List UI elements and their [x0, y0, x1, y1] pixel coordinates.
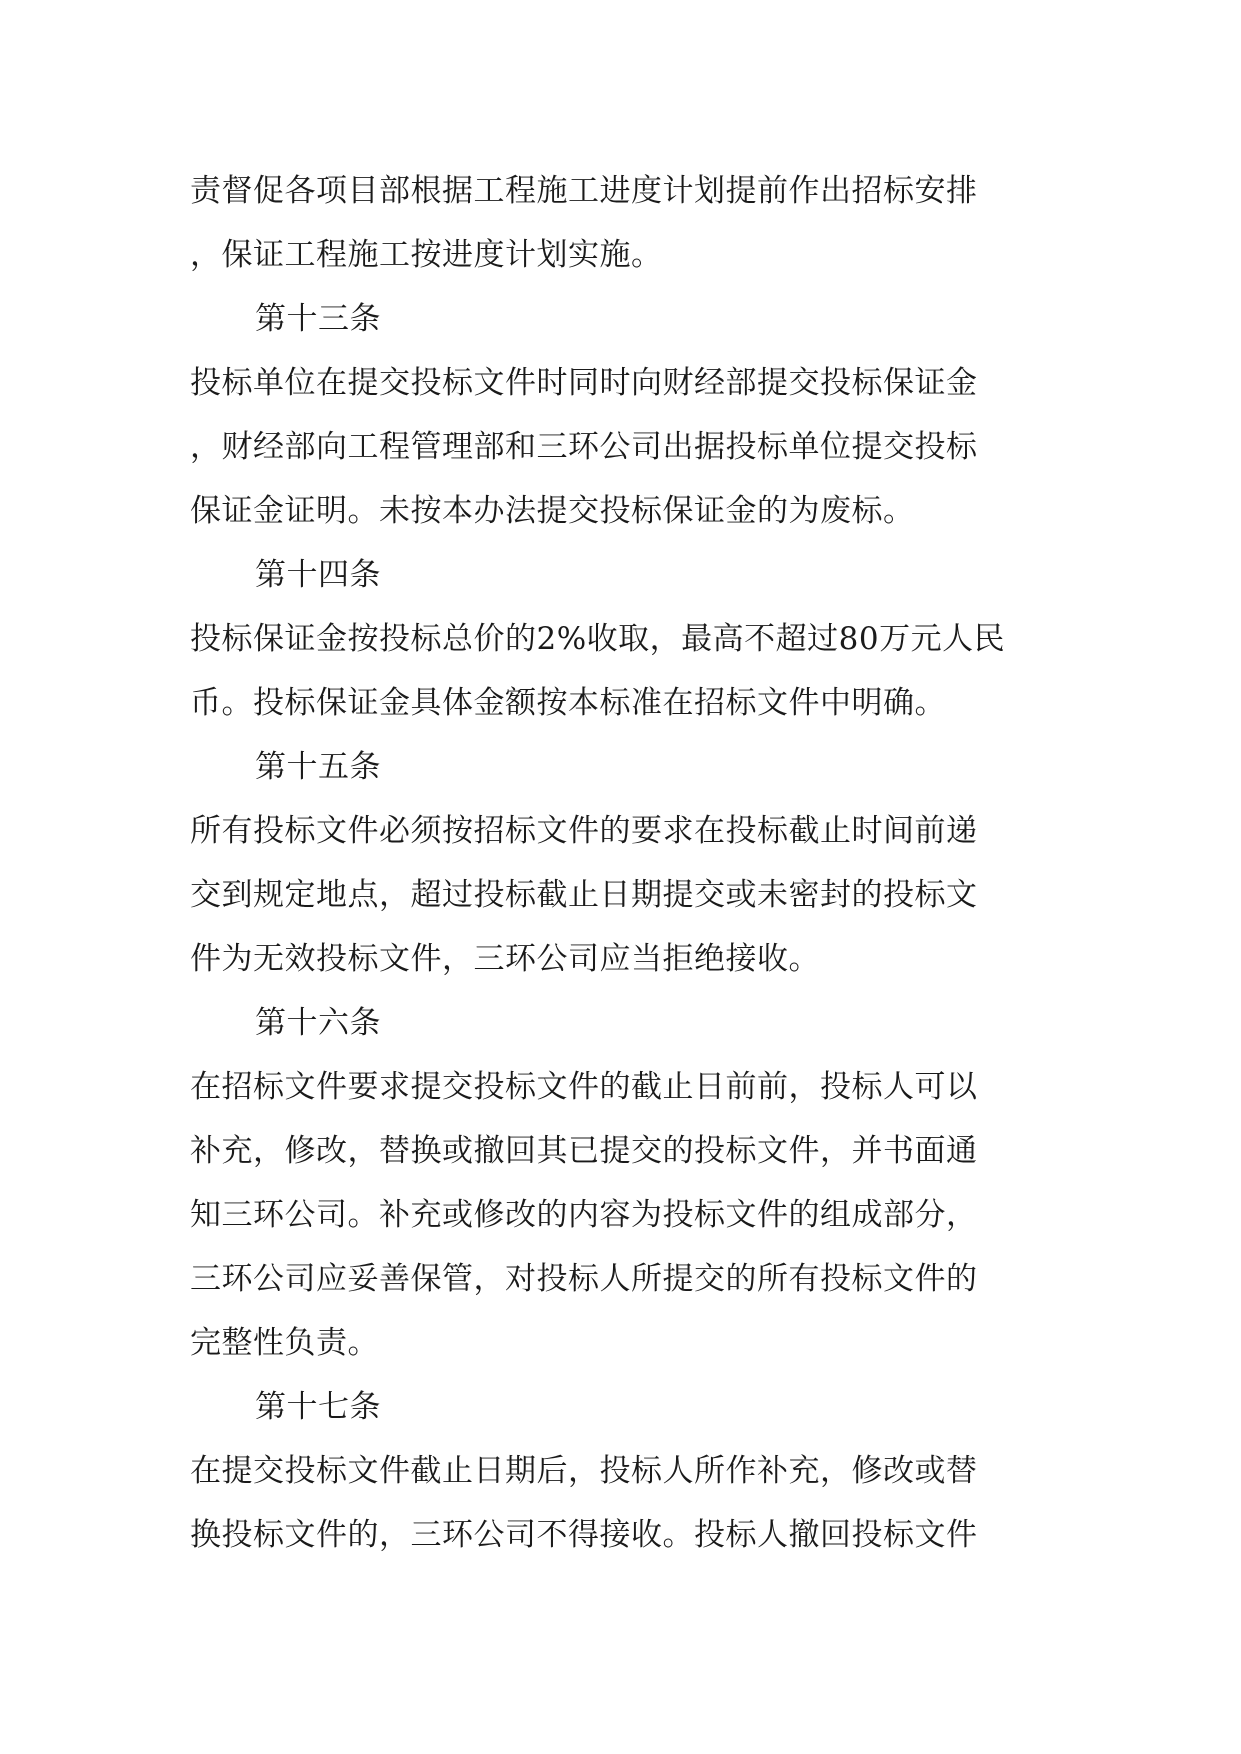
- article-heading: 第十五条: [255, 749, 381, 785]
- paragraph-line: 知三环公司。补充或修改的内容为投标文件的组成部分，: [190, 1197, 978, 1233]
- paragraph-line: 三环公司应妥善保管，对投标人所提交的所有投标文件的: [190, 1261, 978, 1297]
- paragraph-line: 币。投标保证金具体金额按本标准在招标文件中明确。: [190, 685, 946, 721]
- paragraph-line: 投标保证金按投标总价的2%收取，最高不超过80万元人民: [190, 621, 1006, 657]
- paragraph-line: 保证金证明。未按本办法提交投标保证金的为废标。: [190, 493, 915, 529]
- paragraph-line: 完整性负责。: [190, 1325, 379, 1361]
- paragraph-line: 补充，修改，替换或撤回其已提交的投标文件，并书面通: [190, 1133, 978, 1169]
- article-heading: 第十三条: [255, 301, 381, 337]
- document-body: [190, 159, 1030, 1567]
- paragraph-line: 换投标文件的，三环公司不得接收。投标人撤回投标文件: [190, 1517, 978, 1553]
- paragraph-line: 责督促各项目部根据工程施工进度计划提前作出招标安排: [190, 173, 978, 209]
- article-heading: 第十七条: [255, 1389, 381, 1425]
- paragraph-line: 在提交投标文件截止日期后，投标人所作补充，修改或替: [190, 1453, 978, 1489]
- paragraph-line: 投标单位在提交投标文件时同时向财经部提交投标保证金: [190, 365, 978, 401]
- paragraph-line: 件为无效投标文件，三环公司应当拒绝接收。: [190, 941, 820, 977]
- paragraph-line: ，保证工程施工按进度计划实施。: [190, 237, 663, 273]
- paragraph-line: 在招标文件要求提交投标文件的截止日前前，投标人可以: [190, 1069, 978, 1105]
- paragraph-line: ，财经部向工程管理部和三环公司出据投标单位提交投标: [190, 429, 978, 465]
- article-heading: 第十六条: [255, 1005, 381, 1041]
- paragraph-line: 所有投标文件必须按招标文件的要求在投标截止时间前递: [190, 813, 978, 849]
- paragraph-line: 交到规定地点，超过投标截止日期提交或未密封的投标文: [190, 877, 978, 913]
- article-heading: 第十四条: [255, 557, 381, 593]
